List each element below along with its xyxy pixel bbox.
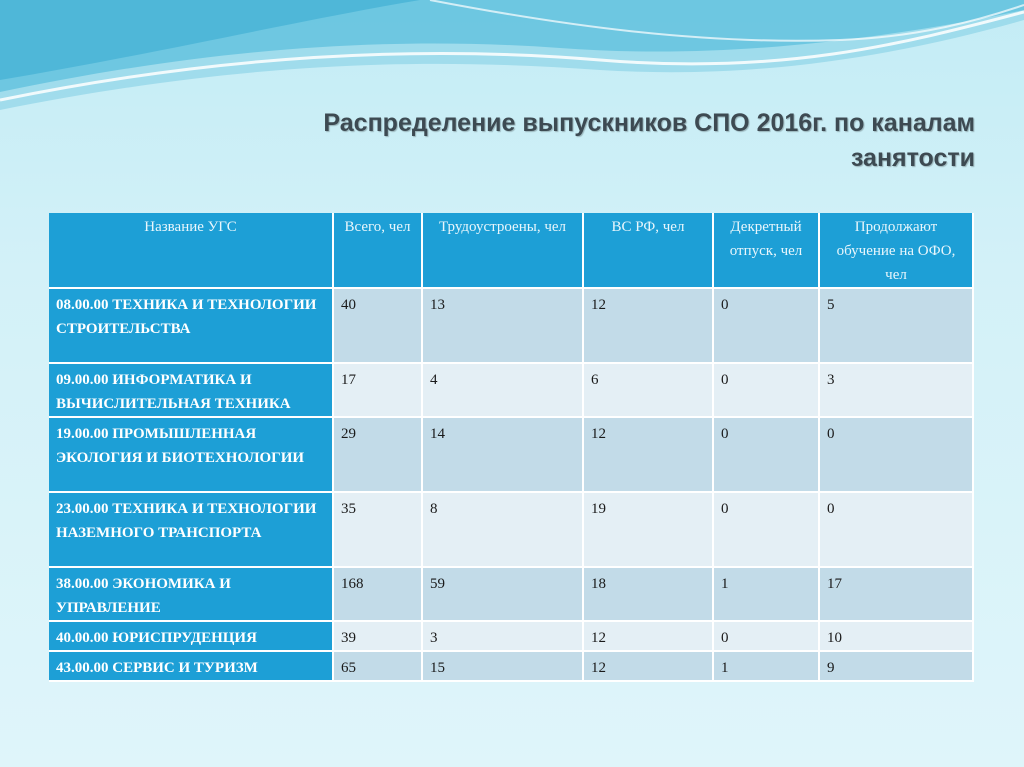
slide-title: [180, 106, 975, 176]
cell-continue-study: 0: [820, 493, 974, 568]
cell-continue-study: 3: [820, 364, 974, 418]
cell-army: 6: [584, 364, 714, 418]
cell-army: 18: [584, 568, 714, 622]
cell-army: 19: [584, 493, 714, 568]
table-row: [49, 568, 974, 622]
cell-maternity: 1: [714, 568, 820, 622]
cell-total: 35: [334, 493, 423, 568]
table-row: [49, 622, 974, 652]
cell-total: 29: [334, 418, 423, 493]
column-header-army: ВС РФ, чел: [584, 213, 714, 289]
cell-army: 12: [584, 418, 714, 493]
cell-maternity: 0: [714, 493, 820, 568]
graduates-table: [49, 213, 974, 682]
cell-employed: 13: [423, 289, 584, 364]
cell-employed: 15: [423, 652, 584, 682]
table-row: [49, 289, 974, 364]
table-row: [49, 364, 974, 418]
table-row: [49, 418, 974, 493]
cell-name: 40.00.00 ЮРИСПРУДЕНЦИЯ: [49, 622, 334, 652]
cell-total: 39: [334, 622, 423, 652]
table-row: [49, 652, 974, 682]
cell-name: 19.00.00 ПРОМЫШЛЕННАЯ ЭКОЛОГИЯ И БИОТЕХНОЛОГИИ: [49, 418, 334, 493]
column-header-continue-study: Продолжают обучение на ОФО, чел: [820, 213, 974, 289]
cell-army: 12: [584, 622, 714, 652]
cell-maternity: 0: [714, 364, 820, 418]
column-header-employed: Трудоустроены, чел: [423, 213, 584, 289]
cell-name: 09.00.00 ИНФОРМАТИКА И ВЫЧИСЛИТЕЛЬНАЯ ТЕХНИКА: [49, 364, 334, 418]
cell-maternity: 1: [714, 652, 820, 682]
column-header-name: Название УГС: [49, 213, 334, 289]
slide-title-line2: занятости: [850, 144, 975, 172]
cell-name: 23.00.00 ТЕХНИКА И ТЕХНОЛОГИИ НАЗЕМНОГО ТРАНСПОРТА: [49, 493, 334, 568]
cell-employed: 59: [423, 568, 584, 622]
cell-continue-study: 5: [820, 289, 974, 364]
cell-employed: 3: [423, 622, 584, 652]
cell-employed: 4: [423, 364, 584, 418]
cell-employed: 8: [423, 493, 584, 568]
table-header-row: [49, 213, 974, 289]
cell-continue-study: 17: [820, 568, 974, 622]
cell-army: 12: [584, 652, 714, 682]
column-header-total: Всего, чел: [334, 213, 423, 289]
cell-total: 40: [334, 289, 423, 364]
table-row: [49, 493, 974, 568]
cell-maternity: 0: [714, 289, 820, 364]
cell-name: 08.00.00 ТЕХНИКА И ТЕХНОЛОГИИ СТРОИТЕЛЬСТВА: [49, 289, 334, 364]
cell-employed: 14: [423, 418, 584, 493]
cell-continue-study: 0: [820, 418, 974, 493]
cell-total: 65: [334, 652, 423, 682]
cell-continue-study: 10: [820, 622, 974, 652]
cell-name: 38.00.00 ЭКОНОМИКА И УПРАВЛЕНИЕ: [49, 568, 334, 622]
cell-maternity: 0: [714, 622, 820, 652]
cell-maternity: 0: [714, 418, 820, 493]
cell-army: 12: [584, 289, 714, 364]
cell-name: 43.00.00 СЕРВИС И ТУРИЗМ: [49, 652, 334, 682]
cell-total: 17: [334, 364, 423, 418]
column-header-maternity: Декретный отпуск, чел: [714, 213, 820, 289]
cell-continue-study: 9: [820, 652, 974, 682]
cell-total: 168: [334, 568, 423, 622]
slide-title-line1: Распределение выпускников СПО 2016г. по каналам: [323, 109, 975, 137]
